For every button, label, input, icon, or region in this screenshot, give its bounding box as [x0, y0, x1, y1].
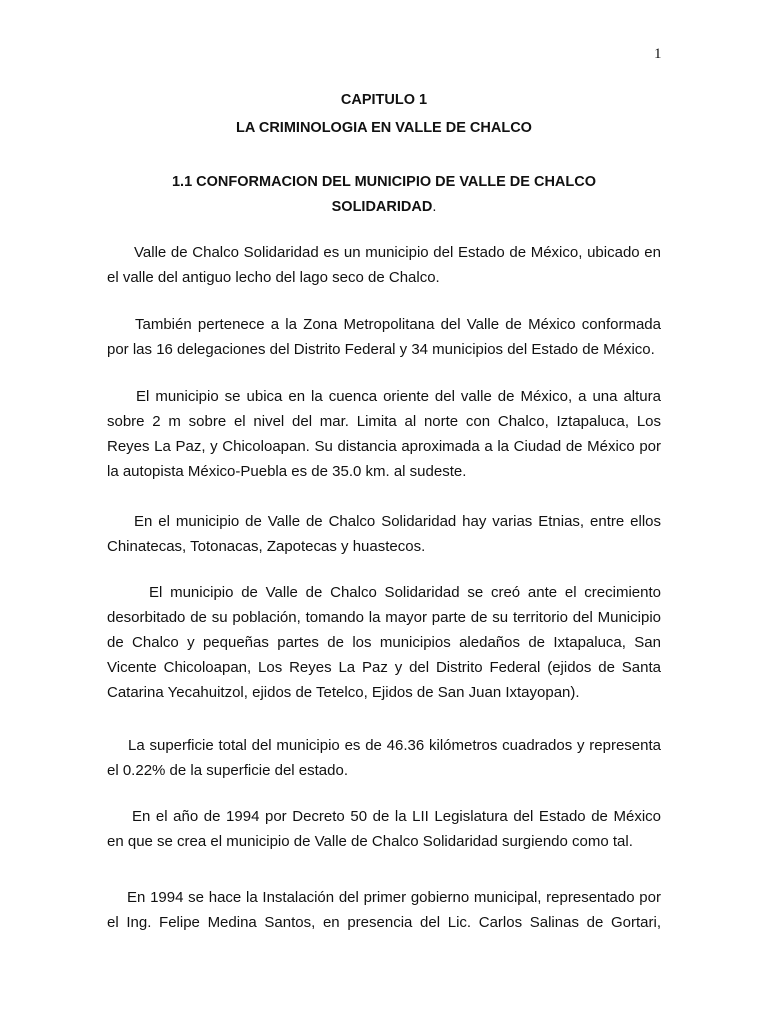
paragraph-line: En el año de 1994 por Decreto 50 de la LII Legislatura del Estado de México: [132, 808, 661, 825]
paragraph-line: Chinatecas, Totonacas, Zapotecas y huastecos.: [107, 538, 426, 555]
paragraph-line: desorbitado de su población, tomando la mayor parte de su territorio del Municipio: [107, 609, 661, 626]
paragraph-line: El municipio de Valle de Chalco Solidaridad se creó ante el crecimiento: [149, 584, 661, 601]
paragraph-2: [107, 312, 661, 362]
paragraph-8: [107, 885, 661, 935]
paragraph-4: [107, 509, 661, 559]
paragraph-line: Vicente Chicoloapan, Los Reyes La Paz y del Distrito Federal (ejidos de Santa: [107, 659, 661, 676]
paragraph-line: por las 16 delegaciones del Distrito Federal y 34 municipios del Estado de México.: [107, 341, 655, 358]
section-title-line-1: 1.1 CONFORMACION DEL MUNICIPIO DE VALLE DE CHALCO: [171, 174, 596, 190]
paragraph-line: La superficie total del municipio es de 46.36 kilómetros cuadrados y representa: [128, 737, 661, 754]
paragraph-5: [107, 580, 661, 705]
paragraph-line: Reyes La Paz, y Chicoloapan. Su distancia aproximada a la Ciudad de México por: [107, 438, 661, 455]
paragraph-3: [107, 384, 661, 484]
page-number: 1: [654, 46, 662, 62]
paragraph-line: sobre 2 m sobre el nivel del mar. Limita al norte con Chalco, Iztapaluca, Los: [107, 413, 661, 430]
paragraph-line: Valle de Chalco Solidaridad es un municipio del Estado de México, ubicado en: [134, 244, 661, 261]
section-title-line-2: [0, 199, 768, 215]
paragraph-line: Catarina Yecahuitzol, ejidos de Tetelco, Ejidos de San Juan Ixtayopan).: [107, 684, 580, 701]
paragraph-7: [107, 804, 661, 854]
paragraph-line: el valle del antiguo lecho del lago seco de Chalco.: [107, 269, 440, 286]
paragraph-line: En 1994 se hace la Instalación del primer gobierno municipal, representado por: [127, 889, 661, 906]
paragraph-1: [107, 240, 661, 290]
paragraph-line: En el municipio de Valle de Chalco Solidaridad hay varias Etnias, entre ellos: [134, 513, 661, 530]
section-title-period: .: [432, 199, 437, 215]
chapter-title: LA CRIMINOLOGIA EN VALLE DE CHALCO: [236, 120, 532, 136]
paragraph-line: el Ing. Felipe Medina Santos, en presencia del Lic. Carlos Salinas de Gortari,: [107, 914, 661, 931]
paragraph-line: la autopista México-Puebla es de 35.0 km. al sudeste.: [107, 463, 467, 480]
chapter-label: CAPITULO 1: [340, 92, 428, 108]
paragraph-line: en que se crea el municipio de Valle de Chalco Solidaridad surgiendo como tal.: [107, 833, 633, 850]
paragraph-6: [107, 733, 661, 783]
paragraph-line: El municipio se ubica en la cuenca oriente del valle de México, a una altura: [136, 388, 661, 405]
paragraph-line: de Chalco y pequeñas partes de los municipios aledaños de Ixtapaluca, San: [107, 634, 661, 651]
section-title-text: SOLIDARIDAD: [331, 199, 433, 215]
paragraph-line: También pertenece a la Zona Metropolitana del Valle de México conformada: [135, 316, 661, 333]
paragraph-line: el 0.22% de la superficie del estado.: [107, 762, 348, 779]
